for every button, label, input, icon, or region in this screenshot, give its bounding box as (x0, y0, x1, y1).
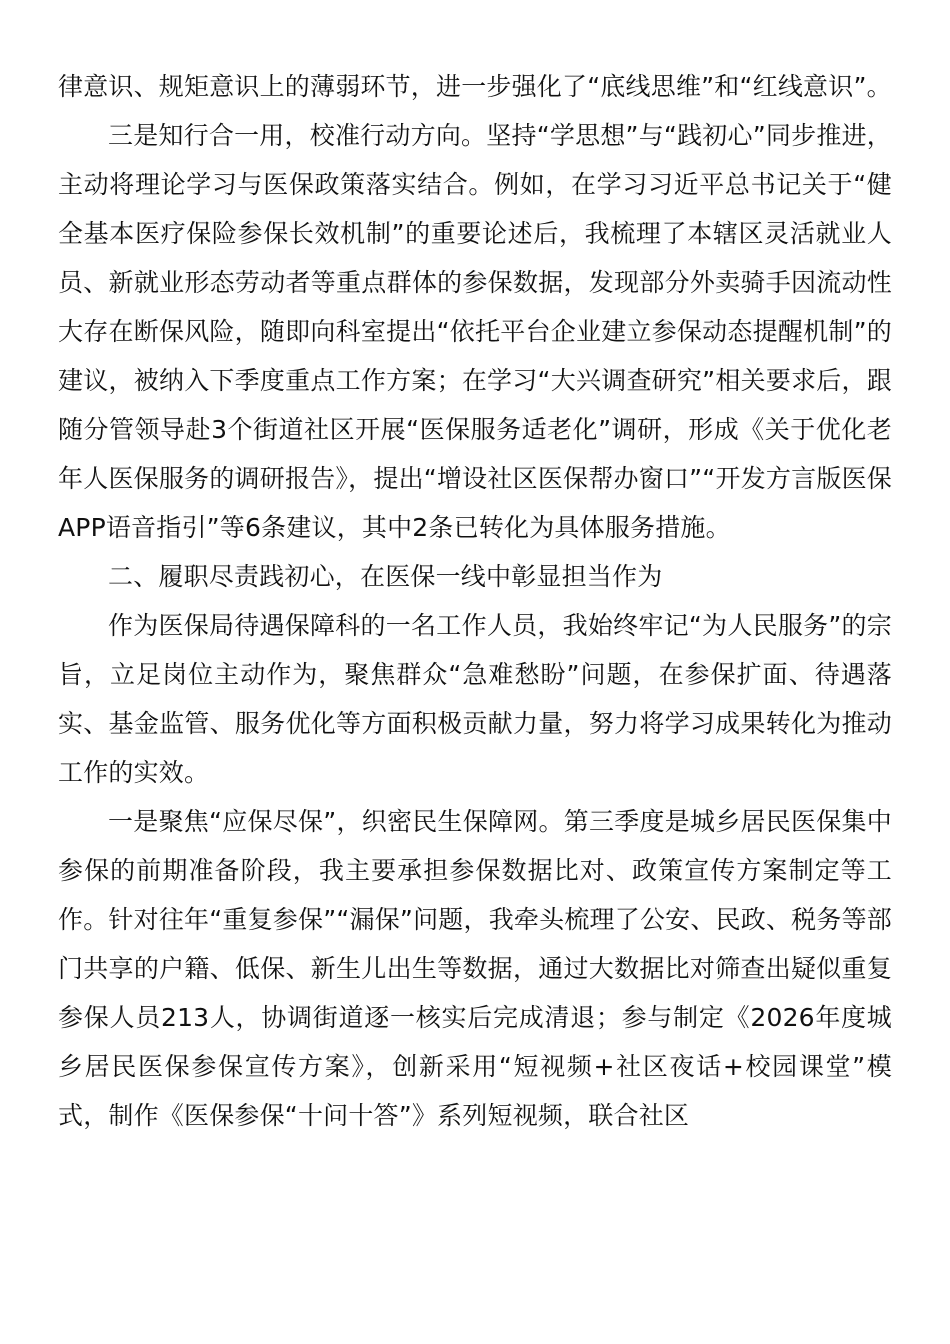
paragraph-continuation: 律意识、规矩意识上的薄弱环节，进一步强化了“底线思维”和“红线意识”。 (58, 72, 892, 101)
section-heading: 二、履职尽责践初心，在医保一线中彰显担当作为 (108, 562, 663, 591)
paragraph-section-intro: 作为医保局待遇保障科的一名工作人员，我始终牢记“为人民服务”的宗旨，立足岗位主动作为，聚焦群众“急难愁盼”问题，在参保扩面、待遇落实、基金监管、服务优化等方面积极贡献力量，努力将学习成果转化为推动工作的实效。 (58, 611, 892, 787)
paragraph-point-one: 一是聚焦“应保尽保”，织密民生保障网。第三季度是城乡居民医保集中参保的前期准备阶段，我主要承担参保数据比对、政策宣传方案制定等工作。针对往年“重复参保”“漏保”问题，我牵头梳理了公安、民政、税务等部门共享的户籍、低保、新生儿出生等数据，通过大数据比对筛查出疑似重复参保人员213人，协调街道逐一核实后完成清退；参与制定《2026年度城乡居民医保参保宣传方案》，创新采用“短视频+社区夜话+校园课堂”模式，制作《医保参保“十问十答”》系列短视频，联合社区 (58, 807, 892, 1130)
document-page (58, 62, 892, 1140)
paragraph-point-three: 三是知行合一用，校准行动方向。坚持“学思想”与“践初心”同步推进，主动将理论学习与医保政策落实结合。例如，在学习习近平总书记关于“健全基本医疗保险参保长效机制”的重要论述后，我梳理了本辖区灵活就业人员、新就业形态劳动者等重点群体的参保数据，发现部分外卖骑手因流动性大存在断保风险，随即向科室提出“依托平台企业建立参保动态提醒机制”的建议，被纳入下季度重点工作方案；在学习“大兴调查研究”相关要求后，跟随分管领导赴3个街道社区开展“医保服务适老化”调研，形成《关于优化老年人医保服务的调研报告》，提出“增设社区医保帮办窗口”“开发方言版医保APP语音指引”等6条建议，其中2条已转化为具体服务措施。 (58, 121, 892, 542)
